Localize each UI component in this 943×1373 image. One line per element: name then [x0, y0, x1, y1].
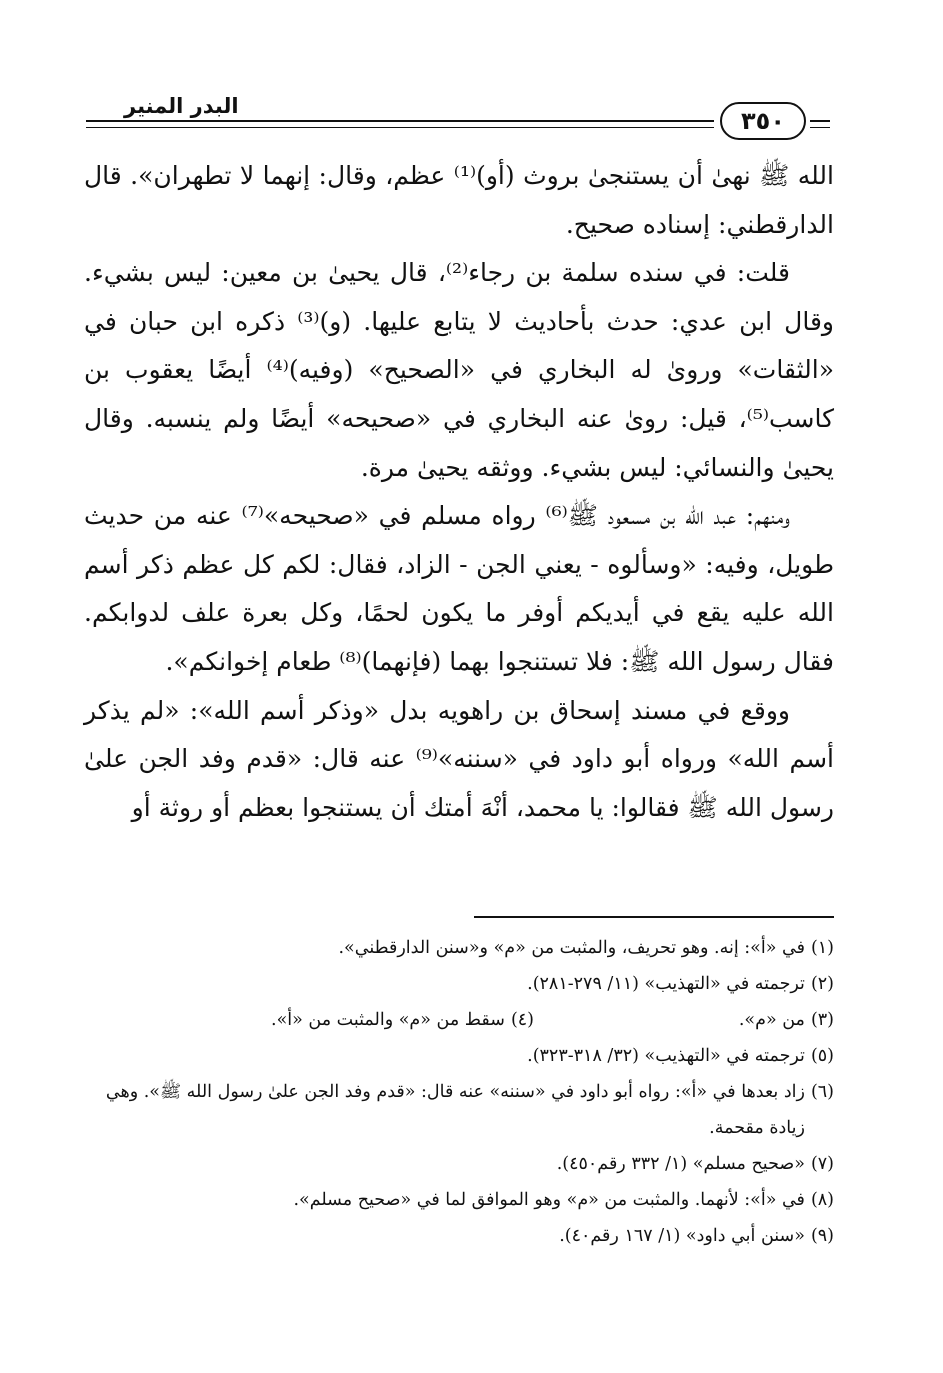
- footnote-separator: [474, 916, 834, 918]
- paragraph: ووقع في مسند إسحاق بن راهويه بدل «وذكر أسم الله»: «لم يذكر أسم الله» ورواه أبو داود في «سننه»⁽⁹⁾ عنه قال: «قدم وفد الجن علىٰ رسول الله ﷺ فقالوا: يا محمد، أنْهَ أمتك أن يستنجوا بعظم أو روثة أو: [84, 695, 834, 822]
- page-number: ٣٥٠: [720, 102, 806, 140]
- footnote: [84, 1038, 834, 1074]
- footnote-text: ترجمته في «التهذيب» (٣٢/ ٣١٨-٣٢٣).: [527, 1046, 805, 1066]
- header-rule: [86, 120, 714, 122]
- page-header: [86, 92, 830, 138]
- footnote-text: زاد بعدها في «أ»: رواه أبو داود في «سننه» عنه قال: «قدم وفد الجن علىٰ رسول الله ﷺ». وهي زيادة مقحمة.: [105, 1082, 805, 1138]
- main-text: [84, 152, 834, 832]
- footnote-row: [84, 1002, 834, 1038]
- footnote-number: (٩): [810, 1226, 834, 1246]
- footnote-number: (٥): [810, 1046, 834, 1066]
- footnote-number: (٣): [810, 1010, 834, 1030]
- footnote-text: «صحيح مسلم» (١/ ٣٣٢ رقم٤٥٠).: [556, 1154, 805, 1174]
- footnote-text: من «م».: [738, 1010, 805, 1030]
- footnote-number: (٤): [510, 1010, 534, 1030]
- footnote: [84, 1182, 834, 1218]
- footnote-number: (٨): [810, 1190, 834, 1210]
- footnote-number: (٦): [810, 1082, 834, 1102]
- footnote-number: (٧): [810, 1154, 834, 1174]
- footnote-text: في «أ»: لأنهما. والمثبت من «م» وهو الموافق لما في «صحيح مسلم».: [293, 1190, 805, 1210]
- header-rule: [810, 120, 830, 122]
- footnote-text: في «أ»: إنه. وهو تحريف، والمثبت من «م» و«سنن الدارقطني».: [338, 938, 805, 958]
- footnotes: [84, 930, 834, 1254]
- footnote: [84, 1074, 834, 1146]
- header-rule: [86, 127, 714, 128]
- footnote: [534, 1002, 834, 1038]
- paragraph: الله ﷺ نهىٰ أن يستنجىٰ بروث (أو)⁽¹⁾ عظم، وقال: إنهما لا تطهران». قال الدارقطني: إسناده صحيح.: [84, 161, 834, 239]
- footnote-number: (٢): [810, 974, 834, 994]
- footnote-text: «سنن أبي داود» (١/ ١٦٧ رقم٤٠).: [559, 1226, 805, 1246]
- footnote: [271, 1002, 534, 1038]
- running-title: البدر المنير: [120, 94, 243, 118]
- paragraph: ومنهم: عبد الله بن مسعود ﷺ⁽⁶⁾ رواه مسلم في «صحيحه»⁽⁷⁾ عنه من حديث طويل، وفيه: «وسألوه - يعني الجن - الزاد، فقال: لكم كل عظم ذكر أسم الله عليه يقع في أيديكم أوفر ما يكون لحمًا، وكل بعرة علف لدوابكم. فقال رسول الله ﷺ: فلا تستنجوا بهما (فإنهما)⁽⁸⁾ طعام إخوانكم».: [84, 501, 834, 676]
- footnote: [84, 1218, 834, 1254]
- paragraph: قلت: في سنده سلمة بن رجاء⁽²⁾، قال يحيىٰ بن معين: ليس بشيء. وقال ابن عدي: حدث بأحاديث لا يتابع عليها. (و)⁽³⁾ ذكره ابن حبان في «الثقات» وروىٰ له البخاري في «الصحيح» (وفيه)⁽⁴⁾ أيضًا يعقوب بن كاسب⁽⁵⁾، قيل: روىٰ عنه البخاري في «صحيحه» أيضًا ولم ينسبه. وقال يحيىٰ والنسائي: ليس بشيء. ووثقه يحيىٰ مرة.: [84, 258, 834, 482]
- footnote-text: ترجمته في «التهذيب» (١١/ ٢٧٩-٢٨١).: [527, 974, 805, 994]
- footnote: [84, 966, 834, 1002]
- footnote: [84, 930, 834, 966]
- footnote-number: (١): [810, 938, 834, 958]
- footnote-text: سقط من «م» والمثبت من «أ».: [271, 1010, 505, 1030]
- header-rule: [810, 127, 830, 128]
- footnote: [84, 1146, 834, 1182]
